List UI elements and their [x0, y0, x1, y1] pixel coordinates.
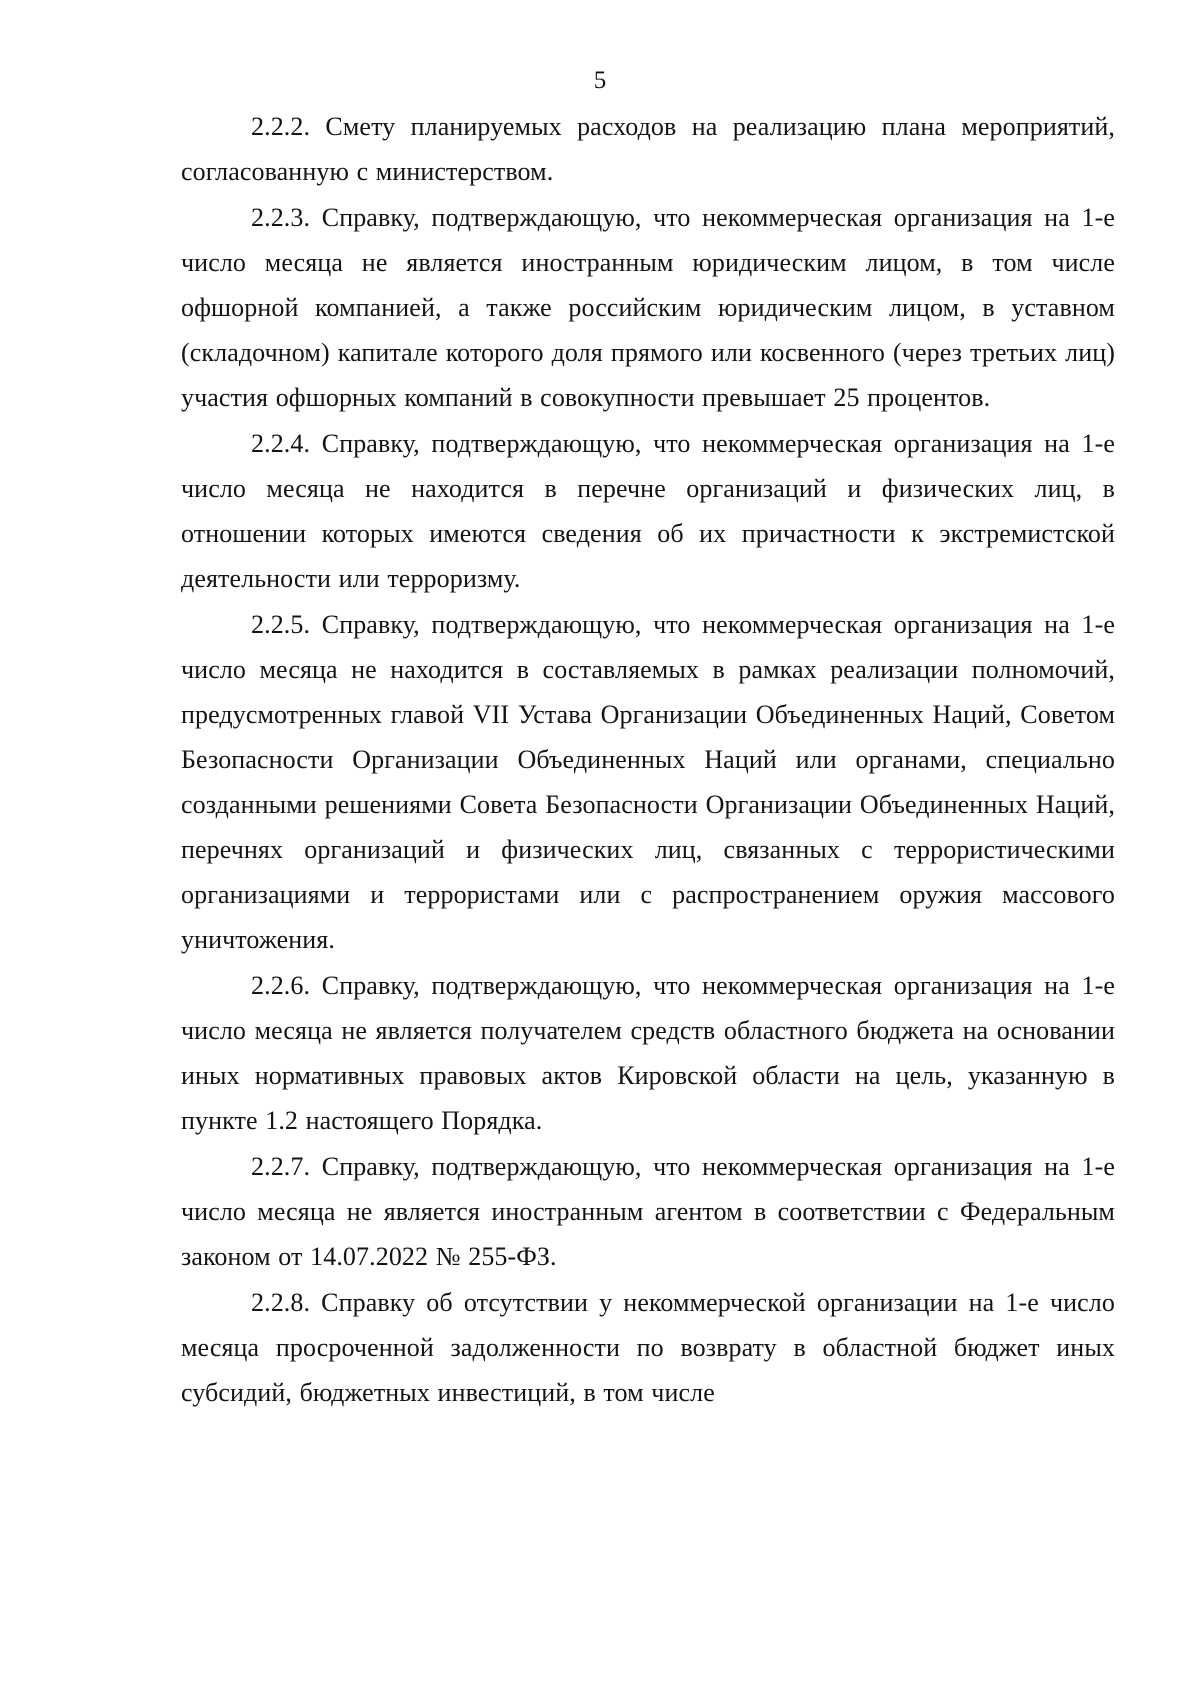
paragraph-2-2-2: 2.2.2. Смету планируемых расходов на реализацию плана мероприятий, согласованную с министерством. — [181, 112, 1115, 186]
document-body — [181, 104, 1115, 1416]
paragraph-2-2-8: 2.2.8. Справку об отсутствии у некоммерческой организации на 1-е число месяца просроченной задолженности по возврату в областной бюджет иных субсидий, бюджетных инвестиций, в том числе — [181, 1288, 1115, 1407]
paragraph-2-2-6: 2.2.6. Справку, подтверждающую, что некоммерческая организация на 1-е число месяца не является получателем средств областного бюджета на основании иных нормативных правовых актов Кировской области на цель, указанную в пункте 1.2 настоящего Порядка. — [181, 971, 1115, 1135]
paragraph-2-2-7: 2.2.7. Справку, подтверждающую, что некоммерческая организация на 1-е число месяца не является иностранным агентом в соответствии с Федеральным законом от 14.07.2022 № 255-ФЗ. — [181, 1152, 1115, 1271]
paragraph-2-2-3: 2.2.3. Справку, подтверждающую, что некоммерческая организация на 1-е число месяца не является иностранным юридическим лицом, в том числе офшорной компанией, а также российским юридическим лицом, в уставном (складочном) капитале которого доля прямого или косвенного (через третьих лиц) участия офшорных компаний в совокупности превышает 25 процентов. — [181, 203, 1115, 412]
page-number: 5 — [593, 67, 607, 94]
paragraph-2-2-5: 2.2.5. Справку, подтверждающую, что некоммерческая организация на 1-е число месяца не находится в составляемых в рамках реализации полномочий, предусмотренных главой VII Устава Организации Объединенных Наций, Советом Безопасности Организации Объединенных Наций или органами, специально созданными решениями Совета Безопасности Организации Объединенных Наций, перечнях организаций и физических лиц, связанных с террористическими организациями и террористами или с распространением оружия массового уничтожения. — [181, 610, 1115, 954]
paragraph-2-2-4: 2.2.4. Справку, подтверждающую, что некоммерческая организация на 1-е число месяца не находится в перечне организаций и физических лиц, в отношении которых имеются сведения об их причастности к экстремистской деятельности или терроризму. — [181, 429, 1115, 593]
